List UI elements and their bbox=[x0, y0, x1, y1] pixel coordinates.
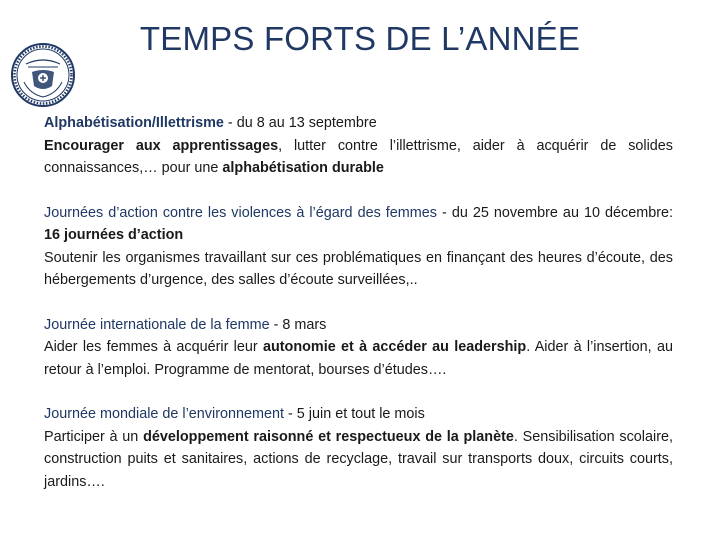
event-section bbox=[44, 403, 673, 493]
event-heading bbox=[44, 202, 673, 247]
event-date-highlight: 16 journées d’action bbox=[44, 227, 184, 243]
event-title: Alphabétisation/Illettrisme bbox=[44, 115, 224, 131]
description-highlight: Encourager aux apprentissages bbox=[44, 137, 279, 154]
event-heading bbox=[44, 403, 673, 426]
description-text: Soutenir les organismes travaillant sur ces problématiques en finançant des heures d’écoute, des hébergements d’urgence, des salles d’écoute surveillées,.. bbox=[44, 249, 673, 288]
description-text: Participer à un bbox=[44, 428, 144, 445]
event-description bbox=[44, 135, 673, 180]
description-highlight: autonomie et à accéder au leadership bbox=[262, 339, 527, 355]
event-date: - 5 juin et tout le mois bbox=[284, 406, 425, 422]
event-date: - du 25 novembre au 10 décembre: bbox=[437, 204, 673, 221]
description-text: . Sensibilisation scolaire, construction puits et sanitaires, actions de recyclage, travail sur transports doux, circuits courts, jardins…. bbox=[44, 428, 673, 490]
event-date: - du 8 au 13 septembre bbox=[223, 115, 377, 131]
description-text: Aider les femmes à acquérir leur bbox=[44, 339, 263, 355]
description-text: , lutter contre l’illettrisme, aider à acquérir de solides connaissances,… pour une bbox=[44, 137, 673, 176]
event-title: Journées d’action contre les violences à l’égard des femmes bbox=[44, 204, 437, 221]
events-list bbox=[44, 112, 673, 515]
description-text: . Aider à l’insertion, au retour à l’emploi. Programme de mentorat, bourses d’études…. bbox=[44, 339, 673, 378]
event-section bbox=[44, 202, 673, 292]
event-title: Journée internationale de la femme bbox=[44, 316, 270, 333]
description-highlight: développement raisonné et respectueux de la planète bbox=[143, 428, 514, 445]
event-heading bbox=[44, 112, 673, 135]
event-section bbox=[44, 314, 673, 382]
event-title: Journée mondiale de l’environnement bbox=[44, 406, 284, 422]
description-highlight: alphabétisation durable bbox=[222, 160, 384, 176]
event-heading bbox=[44, 314, 673, 337]
event-description bbox=[44, 247, 673, 292]
event-section bbox=[44, 112, 673, 180]
event-description bbox=[44, 426, 673, 494]
event-date: - 8 mars bbox=[269, 316, 327, 333]
event-description bbox=[44, 336, 673, 381]
page-title: TEMPS FORTS DE L’ANNÉE bbox=[139, 20, 581, 57]
